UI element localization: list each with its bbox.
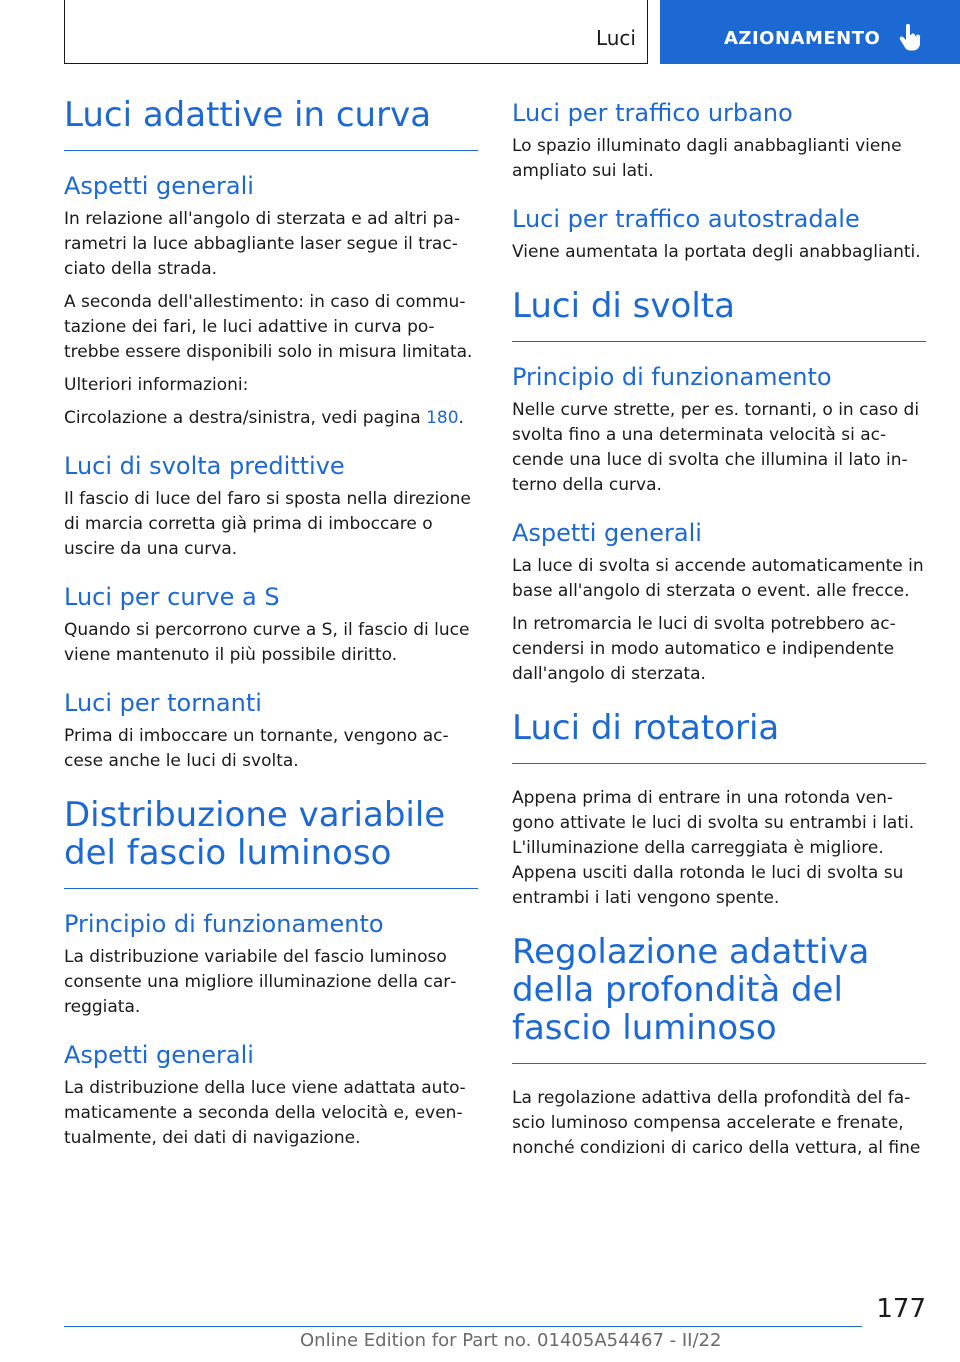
paragraph-more-info: Ulteriori informazioni:: [64, 375, 249, 395]
page-link-180[interactable]: 180: [426, 408, 459, 428]
chapter-tab-label: AZIONAMENTO: [724, 28, 881, 49]
paragraph-principle-right: Nelle curve strette, per es. tornanti, o in caso di svolta fino a una determinata velocità si accende una luce di svolta che illumina il lato interno della curva.: [512, 400, 920, 495]
paragraph-general-right-1: La luce di svolta si accende automaticamente in base all'angolo di sterzata o event. alle frecce.: [512, 556, 924, 601]
header-frame: [64, 0, 648, 64]
heading-highway-lights: Luci per traffico autostradale: [512, 205, 860, 233]
page-number: 177: [876, 1294, 926, 1324]
traffic-side-period: .: [458, 408, 464, 428]
heading-adaptive-curve-lights: Luci adattive in curva: [64, 92, 478, 151]
paragraph-s-curves: Quando si percorrono curve a S, il fascio di luce viene mantenuto il più possibile diritto.: [64, 620, 470, 665]
footer-divider: [64, 1326, 862, 1327]
footer-edition: Online Edition for Part no. 01405A54467 - II/22: [300, 1330, 722, 1351]
paragraph-traffic-side: [64, 406, 478, 431]
section-title: Luci: [595, 26, 636, 50]
heading-hairpin: Luci per tornanti: [64, 689, 262, 717]
heading-turning-lights: Luci di svolta: [512, 283, 926, 342]
heading-principle: Principio di funzionamento: [64, 910, 384, 938]
paragraph-hairpin: Prima di imboccare un tornante, vengono accese anche le luci di svolta.: [64, 726, 449, 771]
left-column: [64, 92, 478, 1159]
heading-general-aspects-right: Aspetti generali: [512, 519, 702, 547]
chapter-tab[interactable]: [660, 0, 960, 64]
heading-variable-distribution: Distribuzione variabile del fascio luminoso: [64, 792, 478, 889]
paragraph-leveling: La regolazione adattiva della profondità del fascio luminoso compensa accelerate e frenate, nonché condizioni di carico della vettura, al fine: [512, 1088, 921, 1158]
heading-general-aspects-2: Aspetti generali: [64, 1041, 254, 1069]
paragraph-principle: La distribuzione variabile del fascio luminoso consente una migliore illuminazione della carreggiata.: [64, 947, 457, 1017]
paragraph-roundabout: Appena prima di entrare in una rotonda vengono attivate le luci di svolta su entrambi i lati. L'illuminazione della carreggiata è migliore. Appena usciti dalla rotonda le luci di svolta su entrambi i lati vengono spente.: [512, 788, 915, 908]
heading-principle-right: Principio di funzionamento: [512, 363, 832, 391]
paragraph-general-1: In relazione all'angolo di sterzata e ad altri parametri la luce abbagliante laser segue il tracciato della strada.: [64, 209, 461, 279]
heading-urban-lights: Luci per traffico urbano: [512, 99, 793, 127]
paragraph-general-2: A seconda dell'allestimento: in caso di commutazione dei fari, le luci adattive in curva potrebbe essere disponibili solo in misura limitata.: [64, 292, 473, 362]
heading-general-aspects: Aspetti generali: [64, 172, 254, 200]
paragraph-urban: Lo spazio illuminato dagli anabbaglianti viene ampliato sui lati.: [512, 136, 902, 181]
heading-predictive-turning: Luci di svolta predittive: [64, 452, 345, 480]
heading-roundabout-lights: Luci di rotatoria: [512, 705, 926, 764]
paragraph-general-right-2: In retromarcia le luci di svolta potrebbero accendersi in modo automatico e indipendente dall'angolo di sterzata.: [512, 614, 896, 684]
heading-s-curves: Luci per curve a S: [64, 583, 280, 611]
paragraph-predictive: Il fascio di luce del faro si sposta nella direzione di marcia corretta già prima di imboccare o uscire da una curva.: [64, 489, 471, 559]
heading-adaptive-leveling: Regolazione adattiva della profondità del fascio luminoso: [512, 929, 926, 1064]
right-column: [512, 92, 926, 1169]
hand-pointer-icon: [898, 24, 922, 52]
traffic-side-text: Circolazione a destra/sinistra, vedi pagina: [64, 408, 427, 428]
paragraph-highway: Viene aumentata la portata degli anabbaglianti.: [512, 242, 921, 262]
paragraph-general-distribution: La distribuzione della luce viene adattata automaticamente a seconda della velocità e, eventualmente, dei dati di navigazione.: [64, 1078, 466, 1148]
